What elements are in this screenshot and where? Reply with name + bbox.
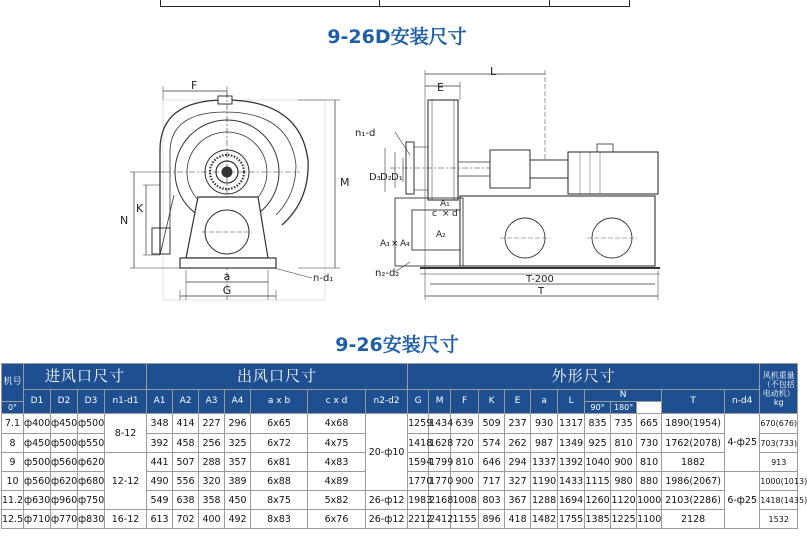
header-outlet-dimensions: 出风口尺寸 [147,364,408,390]
cell-M: 1434 [429,414,451,434]
dim-label-L: L [490,65,497,78]
header-inlet-dimensions: 进风口尺寸 [24,364,147,390]
cell-weight: 1532 [760,510,798,529]
dim-label-n1-d: n₁-d [355,128,376,139]
cell-D3: ф550 [78,434,105,453]
cell-A2: 507 [173,453,199,472]
cell-F: 639 [451,414,479,434]
cell-weight: 703(733) [760,434,798,453]
header-G: G [408,390,429,414]
fan-side-view [385,70,660,300]
cell-axb: 6x65 [251,414,308,434]
header-D2: D2 [51,390,78,414]
cell-L: 1317 [558,414,585,434]
cell-cxd: 4x89 [308,472,366,491]
cell-A4: 450 [225,491,251,510]
cell-D2: ф500 [51,434,78,453]
cell-N180: 1100 [637,510,662,529]
cell-D2: ф620 [51,472,78,491]
dim-label-D2: D₂ [380,172,392,183]
cell-A1: 613 [147,510,173,529]
cell-M: 2168 [429,491,451,510]
cell-E: 294 [505,453,531,472]
cell-G: 1418 [408,434,429,453]
cell-M: 2412 [429,510,451,529]
cell-D1: ф450 [24,434,51,453]
cell-E: 237 [505,414,531,434]
cell-K: 717 [479,472,505,491]
header-E: E [505,390,531,414]
dim-label-n2-d2: n₂-d₂ [375,268,400,279]
cell-machine-no: 8 [2,434,24,453]
cell-D2: ф560 [51,453,78,472]
cell-N180: 880 [637,472,662,491]
cell-F: 720 [451,434,479,453]
cell-axb: 8x83 [251,510,308,529]
cell-A4: 325 [225,434,251,453]
dim-label-G: G [222,284,232,297]
cell-N90: 810 [611,434,637,453]
cell-N0: 1260 [585,491,611,510]
cell-D1: ф400 [24,414,51,434]
cell-L: 1349 [558,434,585,453]
installation-dimension-table [1,363,807,529]
cell-axb: 8x75 [251,491,308,510]
cell-machine-no: 11.2 [2,491,24,510]
cell-D3: ф750 [78,491,105,510]
cell-E: 327 [505,472,531,491]
cell-n1-d1: 8-12 [105,414,147,453]
dim-label-T: T [538,286,545,297]
cell-weight: 1418(1435) [760,491,798,510]
cell-a: 987 [531,434,558,453]
header-D1: D1 [24,390,51,414]
cell-A4: 296 [225,414,251,434]
header-A3: A3 [199,390,225,414]
cell-n-d4: 4-ф25 [725,414,760,472]
dim-label-a: a [223,270,231,283]
cell-D3: ф500 [78,414,105,434]
cell-T: 1882 [662,453,725,472]
cell-A4: 357 [225,453,251,472]
header-fan-weight: 风机重量（不包括电动机）kg [760,364,798,414]
cell-T: 2128 [662,510,725,529]
header-D3: D3 [78,390,105,414]
dim-label-x-ab: × [391,239,399,249]
cell-D1: ф500 [24,453,51,472]
cell-D3: ф620 [78,453,105,472]
header-A4: A4 [225,390,251,414]
cell-E: 262 [505,434,531,453]
cell-A2: 638 [173,491,199,510]
cell-A4: 389 [225,472,251,491]
cell-N90: 1225 [611,510,637,529]
cell-machine-no: 7.1 [2,414,24,434]
cell-axb: 6x81 [251,453,308,472]
cell-T: 1986(2067) [662,472,725,491]
cell-N180: 810 [637,453,662,472]
cell-weight: 670(676) [760,414,798,434]
table-row [2,510,798,529]
dim-label-K: K [136,202,144,215]
cell-K: 646 [479,453,505,472]
cell-cxd: 4x68 [308,414,366,434]
cell-A1: 549 [147,491,173,510]
dim-label-x-cd: × [442,209,450,219]
cell-cxd: 6x76 [308,510,366,529]
dim-label-A1: A₁ [440,199,450,209]
dim-label-A2: A₂ [436,230,446,240]
cell-A1: 348 [147,414,173,434]
fan-front-view [130,86,340,300]
cell-axb: 6x88 [251,472,308,491]
cell-N0: 1115 [585,472,611,491]
dim-label-D3: D₃ [369,172,381,183]
cell-cxd: 4x83 [308,453,366,472]
cell-K: 896 [479,510,505,529]
cell-cxd: 5x82 [308,491,366,510]
cell-K: 574 [479,434,505,453]
cell-M: 1799 [429,453,451,472]
cell-A3: 256 [199,434,225,453]
header-a: a [531,390,558,414]
cell-L: 1392 [558,453,585,472]
cell-a: 1482 [531,510,558,529]
header-M: M [429,390,451,414]
cell-A2: 414 [173,414,199,434]
table-row [2,414,798,434]
cell-E: 367 [505,491,531,510]
header-A1: A1 [147,390,173,414]
cell-D1: ф630 [24,491,51,510]
header-F: F [451,390,479,414]
cell-A1: 392 [147,434,173,453]
cell-n-d4: 6-ф25 [725,472,760,529]
cell-K: 803 [479,491,505,510]
dim-label-c: c [432,209,437,219]
cell-cxd: 4x75 [308,434,366,453]
cell-axb: 6x72 [251,434,308,453]
cell-T: 1890(1954) [662,414,725,434]
header-machine-no: 机号 [2,364,24,402]
cell-machine-no: 10 [2,472,24,491]
header-K: K [479,390,505,414]
cell-D2: ф960 [51,491,78,510]
cell-A2: 702 [173,510,199,529]
header-cxd: c x d [308,390,366,414]
cell-D3: ф830 [78,510,105,529]
cell-N0: 925 [585,434,611,453]
cell-T: 2103(2286) [662,491,725,510]
cell-N90: 980 [611,472,637,491]
header-n1-d1: n1-d1 [105,390,147,414]
header-T: T [662,390,725,414]
cell-D1: ф710 [24,510,51,529]
cell-N90: 900 [611,453,637,472]
dim-label-T-200: T-200 [526,274,554,285]
dim-label-F: F [191,79,198,92]
dim-label-E: E [437,81,444,94]
cell-a: 930 [531,414,558,434]
cell-A3: 227 [199,414,225,434]
cell-N0: 835 [585,414,611,434]
cell-A3: 400 [199,510,225,529]
cell-L: 1433 [558,472,585,491]
header-N: N [585,390,662,402]
cell-A3: 358 [199,491,225,510]
dim-label-A4: A₄ [400,239,410,249]
dim-label-M: M [340,176,350,189]
cell-machine-no: 9 [2,453,24,472]
header-L: L [558,390,585,414]
cell-a: 1288 [531,491,558,510]
cell-N0: 1385 [585,510,611,529]
header-N-0deg: 0° [2,402,24,414]
header-outline-dimensions: 外形尺寸 [408,364,760,390]
cell-A2: 556 [173,472,199,491]
cell-F: 1008 [451,491,479,510]
cell-N180: 1000 [637,491,662,510]
cell-N90: 1120 [611,491,637,510]
cell-D3: ф680 [78,472,105,491]
cell-A1: 441 [147,453,173,472]
cell-n2-d2: 26-ф12 [366,491,408,510]
header-A2: A2 [173,390,199,414]
cell-M: 1628 [429,434,451,453]
cell-D2: ф770 [51,510,78,529]
cell-weight: 1000(1013) [760,472,798,491]
cell-D2: ф450 [51,414,78,434]
cell-machine-no: 12.5 [2,510,24,529]
cell-n1-d1: 16-12 [105,510,147,529]
cell-L: 1694 [558,491,585,510]
cell-A1: 490 [147,472,173,491]
cell-E: 418 [505,510,531,529]
header-N-90deg: 90° [585,402,611,414]
cell-G: 2212 [408,510,429,529]
cell-N180: 665 [637,414,662,434]
dim-label-n-d1: n-d₁ [313,273,334,284]
cell-N180: 730 [637,434,662,453]
cell-A3: 320 [199,472,225,491]
cell-a: 1190 [531,472,558,491]
cell-N90: 735 [611,414,637,434]
cell-F: 810 [451,453,479,472]
cell-G: 1259 [408,414,429,434]
cell-F: 1155 [451,510,479,529]
dim-label-d: d [452,209,458,219]
cell-G: 1594 [408,453,429,472]
cell-G: 1983 [408,491,429,510]
cell-T: 1762(2078) [662,434,725,453]
cell-A2: 458 [173,434,199,453]
header-axb: a x b [251,390,308,414]
dim-label-N: N [120,214,129,227]
cell-A4: 492 [225,510,251,529]
header-n-d4: n-d4 [725,390,760,414]
dim-label-D1: D₁ [391,172,403,183]
cell-G: 1770 [408,472,429,491]
cell-n2-d2: 26-ф12 [366,510,408,529]
cell-a: 1337 [531,453,558,472]
header-n2-d2: n2-d2 [366,390,408,414]
title-9-26d-installation-dimensions: 9-26D安装尺寸 [327,26,467,48]
cell-L: 1755 [558,510,585,529]
cell-N0: 1040 [585,453,611,472]
title-9-26-installation-dimensions: 9-26安装尺寸 [335,334,459,356]
cell-D1: ф560 [24,472,51,491]
cell-F: 900 [451,472,479,491]
dim-label-A3: A₃ [380,239,390,249]
cell-M: 1770 [429,472,451,491]
cell-K: 509 [479,414,505,434]
cell-weight: 913 [760,453,798,472]
cell-n2-d2: 20-ф10 [366,414,408,491]
cell-A3: 288 [199,453,225,472]
header-N-180deg: 180° [611,402,637,414]
cell-n1-d1: 12-12 [105,453,147,510]
